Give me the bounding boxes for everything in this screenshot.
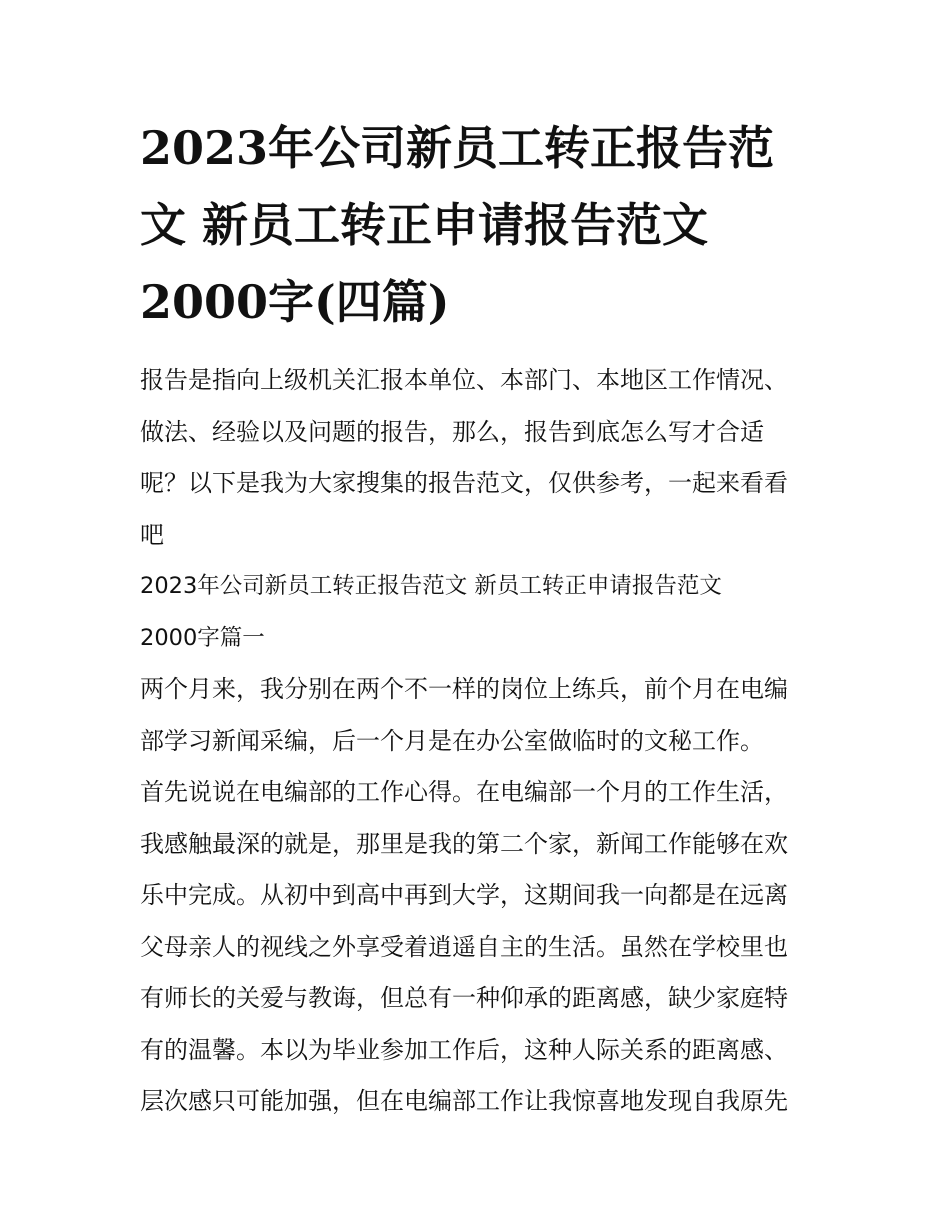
section-heading-line: 2000字篇一 <box>140 624 265 651</box>
title-line: 文 新员工转正申请报告范文 <box>140 198 709 252</box>
body-line: 首先说说在电编部的工作心得。在电编部一个月的工作生活， <box>140 778 788 806</box>
document-page <box>140 110 820 1128</box>
document-title <box>140 110 820 341</box>
body-line: 父母亲人的视线之外享受着逍遥自主的生活。虽然在学校里也 <box>140 932 788 961</box>
intro-line: 报告是指向上级机关汇报本单位、本部门、本地区工作情况、 <box>140 366 788 394</box>
body-line: 有师长的关爱与教诲，但总有一种仰承的距离感，缺少家庭特 <box>140 984 788 1012</box>
section-heading-line: 2023年公司新员工转正报告范文 新员工转正申请报告范文 <box>140 573 722 599</box>
intro-line: 做法、经验以及问题的报告，那么，报告到底怎么写才合适 <box>140 417 764 446</box>
title-line: 2000字(四篇) <box>140 275 450 329</box>
body-line: 部学习新闻采编，后一个月是在办公室做临时的文秘工作。 <box>140 726 764 755</box>
section-heading <box>140 561 820 664</box>
intro-line: 吧 <box>140 520 164 549</box>
body-line: 层次感只可能加强，但在电编部工作让我惊喜地发现自我原先 <box>140 1087 788 1115</box>
body-paragraph <box>140 664 820 1128</box>
body-line: 乐中完成。从初中到高中再到大学，这期间我一向都是在远离 <box>140 881 788 909</box>
title-line: 2023年公司新员工转正报告范 <box>140 121 775 175</box>
body-line: 我感触最深的就是，那里是我的第二个家，新闻工作能够在欢 <box>140 829 788 858</box>
body-line: 有的温馨。本以为毕业参加工作后，这种人际关系的距离感、 <box>140 1035 788 1064</box>
intro-paragraph <box>140 355 820 561</box>
intro-line: 呢？以下是我为大家搜集的报告范文，仅供参考，一起来看看 <box>140 469 788 497</box>
body-line: 两个月来，我分别在两个不一样的岗位上练兵，前个月在电编 <box>140 675 788 703</box>
